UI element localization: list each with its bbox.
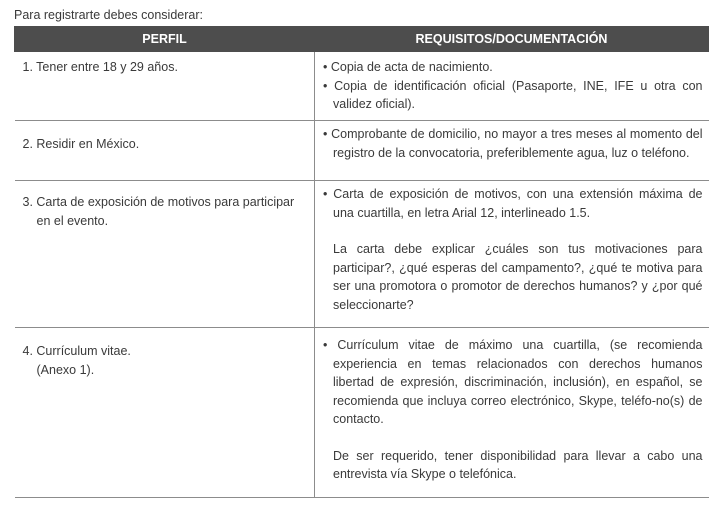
table-row	[15, 121, 709, 181]
requisitos-cell	[315, 328, 709, 498]
perfil-cell	[15, 52, 315, 121]
requisitos-cell	[315, 52, 709, 121]
perfil-text: 3. Carta de exposición de motivos para participar en el evento.	[22, 195, 295, 228]
table-row	[15, 52, 709, 121]
requisitos-cell	[315, 121, 709, 181]
requirement-bullet: • Carta de exposición de motivos, con una extensión máxima de una cuartilla, en letra Arial 12, interlineado 1.5.	[323, 187, 703, 220]
perfil-text: 4. Currículum vitae.	[22, 344, 131, 358]
requirement-bullet: • Comprobante de domicilio, no mayor a tres meses al momento del registro de la convocatoria, preferiblemente agua, luz o teléfono.	[323, 127, 703, 160]
header-perfil: PERFIL	[15, 27, 315, 52]
perfil-cell	[15, 328, 315, 498]
perfil-text: 2. Residir en México.	[22, 137, 140, 151]
perfil-cell	[15, 121, 315, 181]
requirements-table	[14, 26, 709, 498]
perfil-cell	[15, 181, 315, 328]
requirement-bullet: • Copia de acta de nacimiento.	[323, 60, 493, 74]
header-requisitos: REQUISITOS/DOCUMENTACIÓN	[315, 27, 709, 52]
requirement-paragraph: La carta debe explicar ¿cuáles son tus motivaciones para participar?, ¿qué esperas del campamento?, ¿qué te motiva para ser una promotora o promotor de derechos humanos? y ¿por qué seleccionarte?	[333, 242, 703, 312]
requisitos-cell	[315, 181, 709, 328]
requirement-bullet: • Copia de identificación oficial (Pasaporte, INE, IFE u otra con validez oficial).	[323, 78, 703, 111]
perfil-text: 1. Tener entre 18 y 29 años.	[22, 60, 178, 74]
requirement-bullet: • Currículum vitae de máximo una cuartilla, (se recomienda experiencia en temas relacionados con derechos humanos libertad de expresión, discriminación, inclusión), en español, se recomienda que incluya correo electrónico, Skype, teléfo-no(s) de contacto.	[323, 338, 703, 426]
perfil-annex: (Anexo 1).	[36, 362, 95, 377]
table-row	[15, 328, 709, 498]
requirement-paragraph: De ser requerido, tener disponibilidad para llevar a cabo una entrevista vía Skype o telefónica.	[333, 448, 703, 481]
intro-text: Para registrarte debes considerar:	[14, 8, 203, 22]
table-row	[15, 181, 709, 328]
table-header-row	[15, 27, 709, 52]
